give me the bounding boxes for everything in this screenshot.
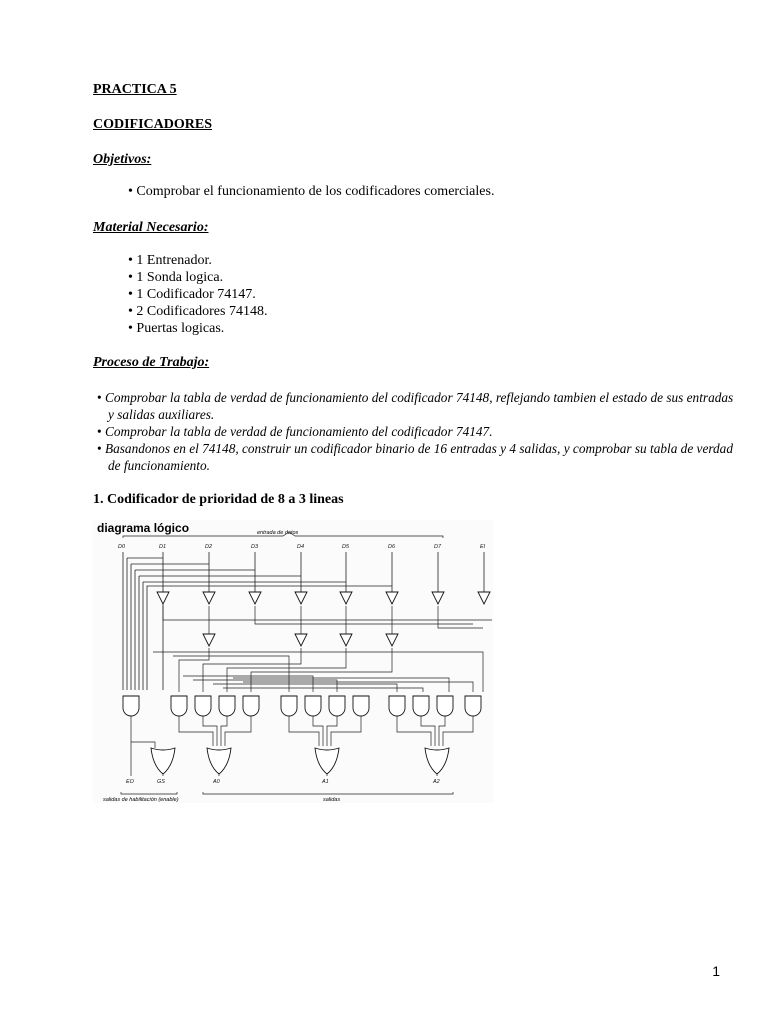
input-label-d0: D0 xyxy=(118,544,126,550)
topic-title: CODIFICADORES xyxy=(93,117,213,132)
input-label-d3: D3 xyxy=(251,544,259,550)
process-list xyxy=(96,389,736,474)
page-number: 1 xyxy=(712,963,720,979)
input-label-d5: D5 xyxy=(342,544,350,550)
input-label-d4: D4 xyxy=(297,544,305,550)
input-label-d2: D2 xyxy=(205,544,213,550)
section-heading: 1. Codificador de prioridad de 8 a 3 lineas xyxy=(93,492,344,507)
enable-caption: salidas de habilitación (enable) xyxy=(103,797,179,803)
material-item: • 1 Codificador 74147. xyxy=(128,286,267,303)
process-item: • Comprobar la tabla de verdad de funcionamiento del codificador 74147. xyxy=(96,423,736,440)
outputs-caption: salidas xyxy=(323,797,341,803)
output-label-a0: A0 xyxy=(213,779,220,785)
objectives-list xyxy=(128,183,494,200)
input-label-d6: D6 xyxy=(388,544,396,550)
input-label-d7: D7 xyxy=(434,544,442,550)
material-item: • 2 Codificadores 74148. xyxy=(128,303,267,320)
process-item: • Basandonos en el 74148, construir un codificador binario de 16 entradas y 4 salidas, y comprobar su tabla de verdad de funcionamiento. xyxy=(96,440,736,474)
input-label-ei: EI xyxy=(480,544,486,550)
input-caption: entrada de datos xyxy=(257,530,299,536)
objective-item: • Comprobar el funcionamiento de los codificadores comerciales. xyxy=(128,183,494,200)
output-label-a1: A1 xyxy=(322,779,329,785)
output-label-gs: GS xyxy=(157,779,165,785)
input-label-d1: D1 xyxy=(159,544,167,550)
diagram-title: diagrama lógico xyxy=(97,521,190,535)
process-item: • Comprobar la tabla de verdad de funcionamiento del codificador 74148, reflejando tambien el estado de sus entradas y salidas auxiliares. xyxy=(96,389,736,423)
material-item: • Puertas logicas. xyxy=(128,320,267,337)
material-item: • 1 Sonda logica. xyxy=(128,269,267,286)
material-item: • 1 Entrenador. xyxy=(128,252,267,269)
logic-diagram xyxy=(93,520,493,803)
practice-title: PRACTICA 5 xyxy=(93,82,177,97)
process-heading: Proceso de Trabajo: xyxy=(93,355,210,370)
output-label-eo: EO xyxy=(126,779,134,785)
objectives-heading: Objetivos: xyxy=(93,152,152,167)
materials-heading: Material Necesario: xyxy=(93,220,209,235)
output-label-a2: A2 xyxy=(433,779,440,785)
materials-list xyxy=(128,252,267,337)
